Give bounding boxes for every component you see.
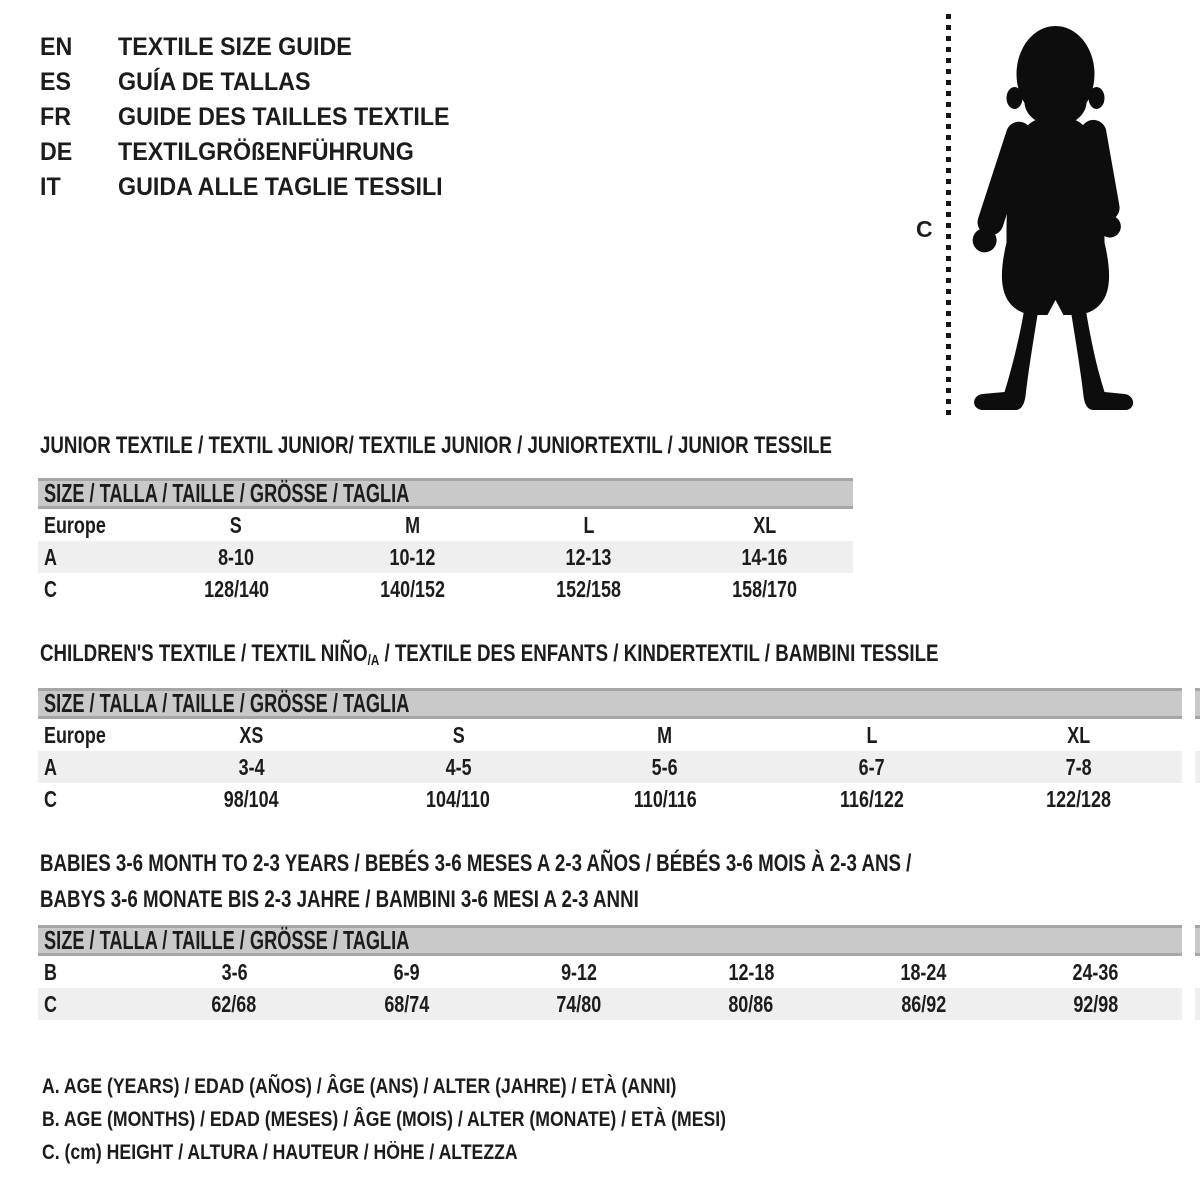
language-row-de [40,135,475,170]
children-size-table [38,688,1182,815]
language-code: ES [40,68,72,96]
table-edge-fragment [1195,925,1200,956]
value-cell: 140/152 [379,575,445,602]
value-cell: 128/140 [203,575,269,602]
junior-size-table [38,478,853,605]
table-edge-fragment [1195,988,1200,1020]
language-code: EN [40,33,73,61]
value-cell: 18-24 [900,958,947,985]
value-cell: 10-12 [389,543,436,570]
value-cell: 9-12 [560,958,597,985]
language-guide-title: GUIDA ALLE TAGLIE TESSILI [118,173,443,201]
value-cell: 7-8 [1065,753,1092,780]
table-edge-fragment [1195,688,1200,719]
footnote-age-months: B. AGE (MONTHS) / EDAD (MESES) / ÂGE (MOIS) / ALTER (MONATE) / ETÀ (MESI) [42,1108,727,1131]
row-label-cell: B [44,958,57,985]
language-list [40,30,475,205]
language-guide-title: GUÍA DE TALLAS [118,68,311,96]
language-guide-title: TEXTILE SIZE GUIDE [118,33,352,61]
value-cell: 6-9 [393,958,420,985]
table-row [38,751,1182,783]
value-cell: 152/158 [556,575,622,602]
language-guide-title: TEXTILGRÖßENFÜHRUNG [118,138,414,166]
value-cell: 80/86 [728,990,774,1017]
table-row [38,719,1182,751]
table-header: SIZE / TALLA / TAILLE / GRÖSSE / TAGLIA [38,925,1182,956]
value-cell: 68/74 [384,990,429,1017]
value-cell: XL [1067,721,1091,748]
table-row [38,509,853,541]
babies-section-title: BABIES 3-6 MONTH TO 2-3 YEARS / BEBÉS 3-6 MESES A 2-3 AÑOS / BÉBÉS 3-6 MOIS À 2-3 ANS / BABYS 3-6 MONATE BIS 2-3 JAHRE / BAMBINI 3-6 MESI A 2-3 ANNI [40,850,912,913]
value-cell: 5-6 [652,753,678,780]
table-row [38,783,1182,815]
footnote-age-years: A. AGE (YEARS) / EDAD (AÑOS) / ÂGE (ANS) / ALTER (JAHRE) / ETÀ (ANNI) [42,1075,677,1098]
table-row [38,956,1182,988]
value-cell: S [230,511,243,538]
value-cell: L [866,721,878,748]
language-row-en [40,30,475,65]
language-row-it [40,170,475,205]
value-cell: 62/68 [211,990,257,1017]
language-code: IT [40,173,61,201]
footnote-height-cm: C. (cm) HEIGHT / ALTURA / HAUTEUR / HÖHE / ALTEZZA [42,1141,518,1164]
language-code: FR [40,103,71,131]
value-cell: 74/80 [556,990,602,1017]
footnote-legend [42,1070,856,1169]
value-cell: M [404,511,420,538]
value-cell: 98/104 [223,785,279,812]
nino-a-subscript: /A [367,652,380,669]
row-label-cell: C [44,785,57,812]
height-marker-label: C [916,216,933,242]
table-row [38,573,853,605]
table-header: SIZE / TALLA / TAILLE / GRÖSSE / TAGLIA [38,478,853,509]
row-label-cell: Europe [44,511,106,538]
value-cell: 158/170 [732,575,798,602]
table-edge-fragment [1195,751,1200,783]
children-section-title: CHILDREN'S TEXTILE / TEXTIL NIÑO/A / TEXTILE DES ENFANTS / KINDERTEXTIL / BAMBINI TESSILE [40,640,939,669]
value-cell: S [452,721,465,748]
toddler-silhouette-icon [958,12,1144,422]
value-cell: 110/116 [633,785,697,812]
language-row-fr [40,100,475,135]
value-cell: 104/110 [426,785,491,812]
table-header: SIZE / TALLA / TAILLE / GRÖSSE / TAGLIA [38,688,1182,719]
value-cell: 14-16 [741,543,788,570]
value-cell: 3-6 [221,958,248,985]
value-cell: 8-10 [218,543,255,570]
value-cell: 116/122 [839,785,904,812]
value-cell: 12-18 [728,958,775,985]
row-label-cell: C [44,575,57,602]
value-cell: 4-5 [445,753,472,780]
language-row-es [40,65,475,100]
value-cell: XL [753,511,777,538]
value-cell: XS [239,721,264,748]
value-cell: M [657,721,673,748]
table-row [38,988,1182,1020]
value-cell: 12-13 [565,543,612,570]
value-cell: 86/92 [901,990,946,1017]
height-dashed-line [946,14,951,416]
language-code: DE [40,138,73,166]
value-cell: 92/98 [1073,990,1119,1017]
value-cell: 24-36 [1072,958,1119,985]
row-label-cell: C [44,990,57,1017]
value-cell: 6-7 [858,753,885,780]
language-guide-title: GUIDE DES TAILLES TEXTILE [118,103,450,131]
table-row [38,541,853,573]
row-label-cell: A [44,543,57,570]
row-label-cell: Europe [44,721,106,748]
row-label-cell: A [44,753,57,780]
value-cell: 122/128 [1046,785,1112,812]
value-cell: L [583,511,595,538]
value-cell: 3-4 [238,753,265,780]
babies-size-table [38,925,1182,1020]
junior-section-title: JUNIOR TEXTILE / TEXTIL JUNIOR/ TEXTILE JUNIOR / JUNIORTEXTIL / JUNIOR TESSILE [40,432,832,459]
